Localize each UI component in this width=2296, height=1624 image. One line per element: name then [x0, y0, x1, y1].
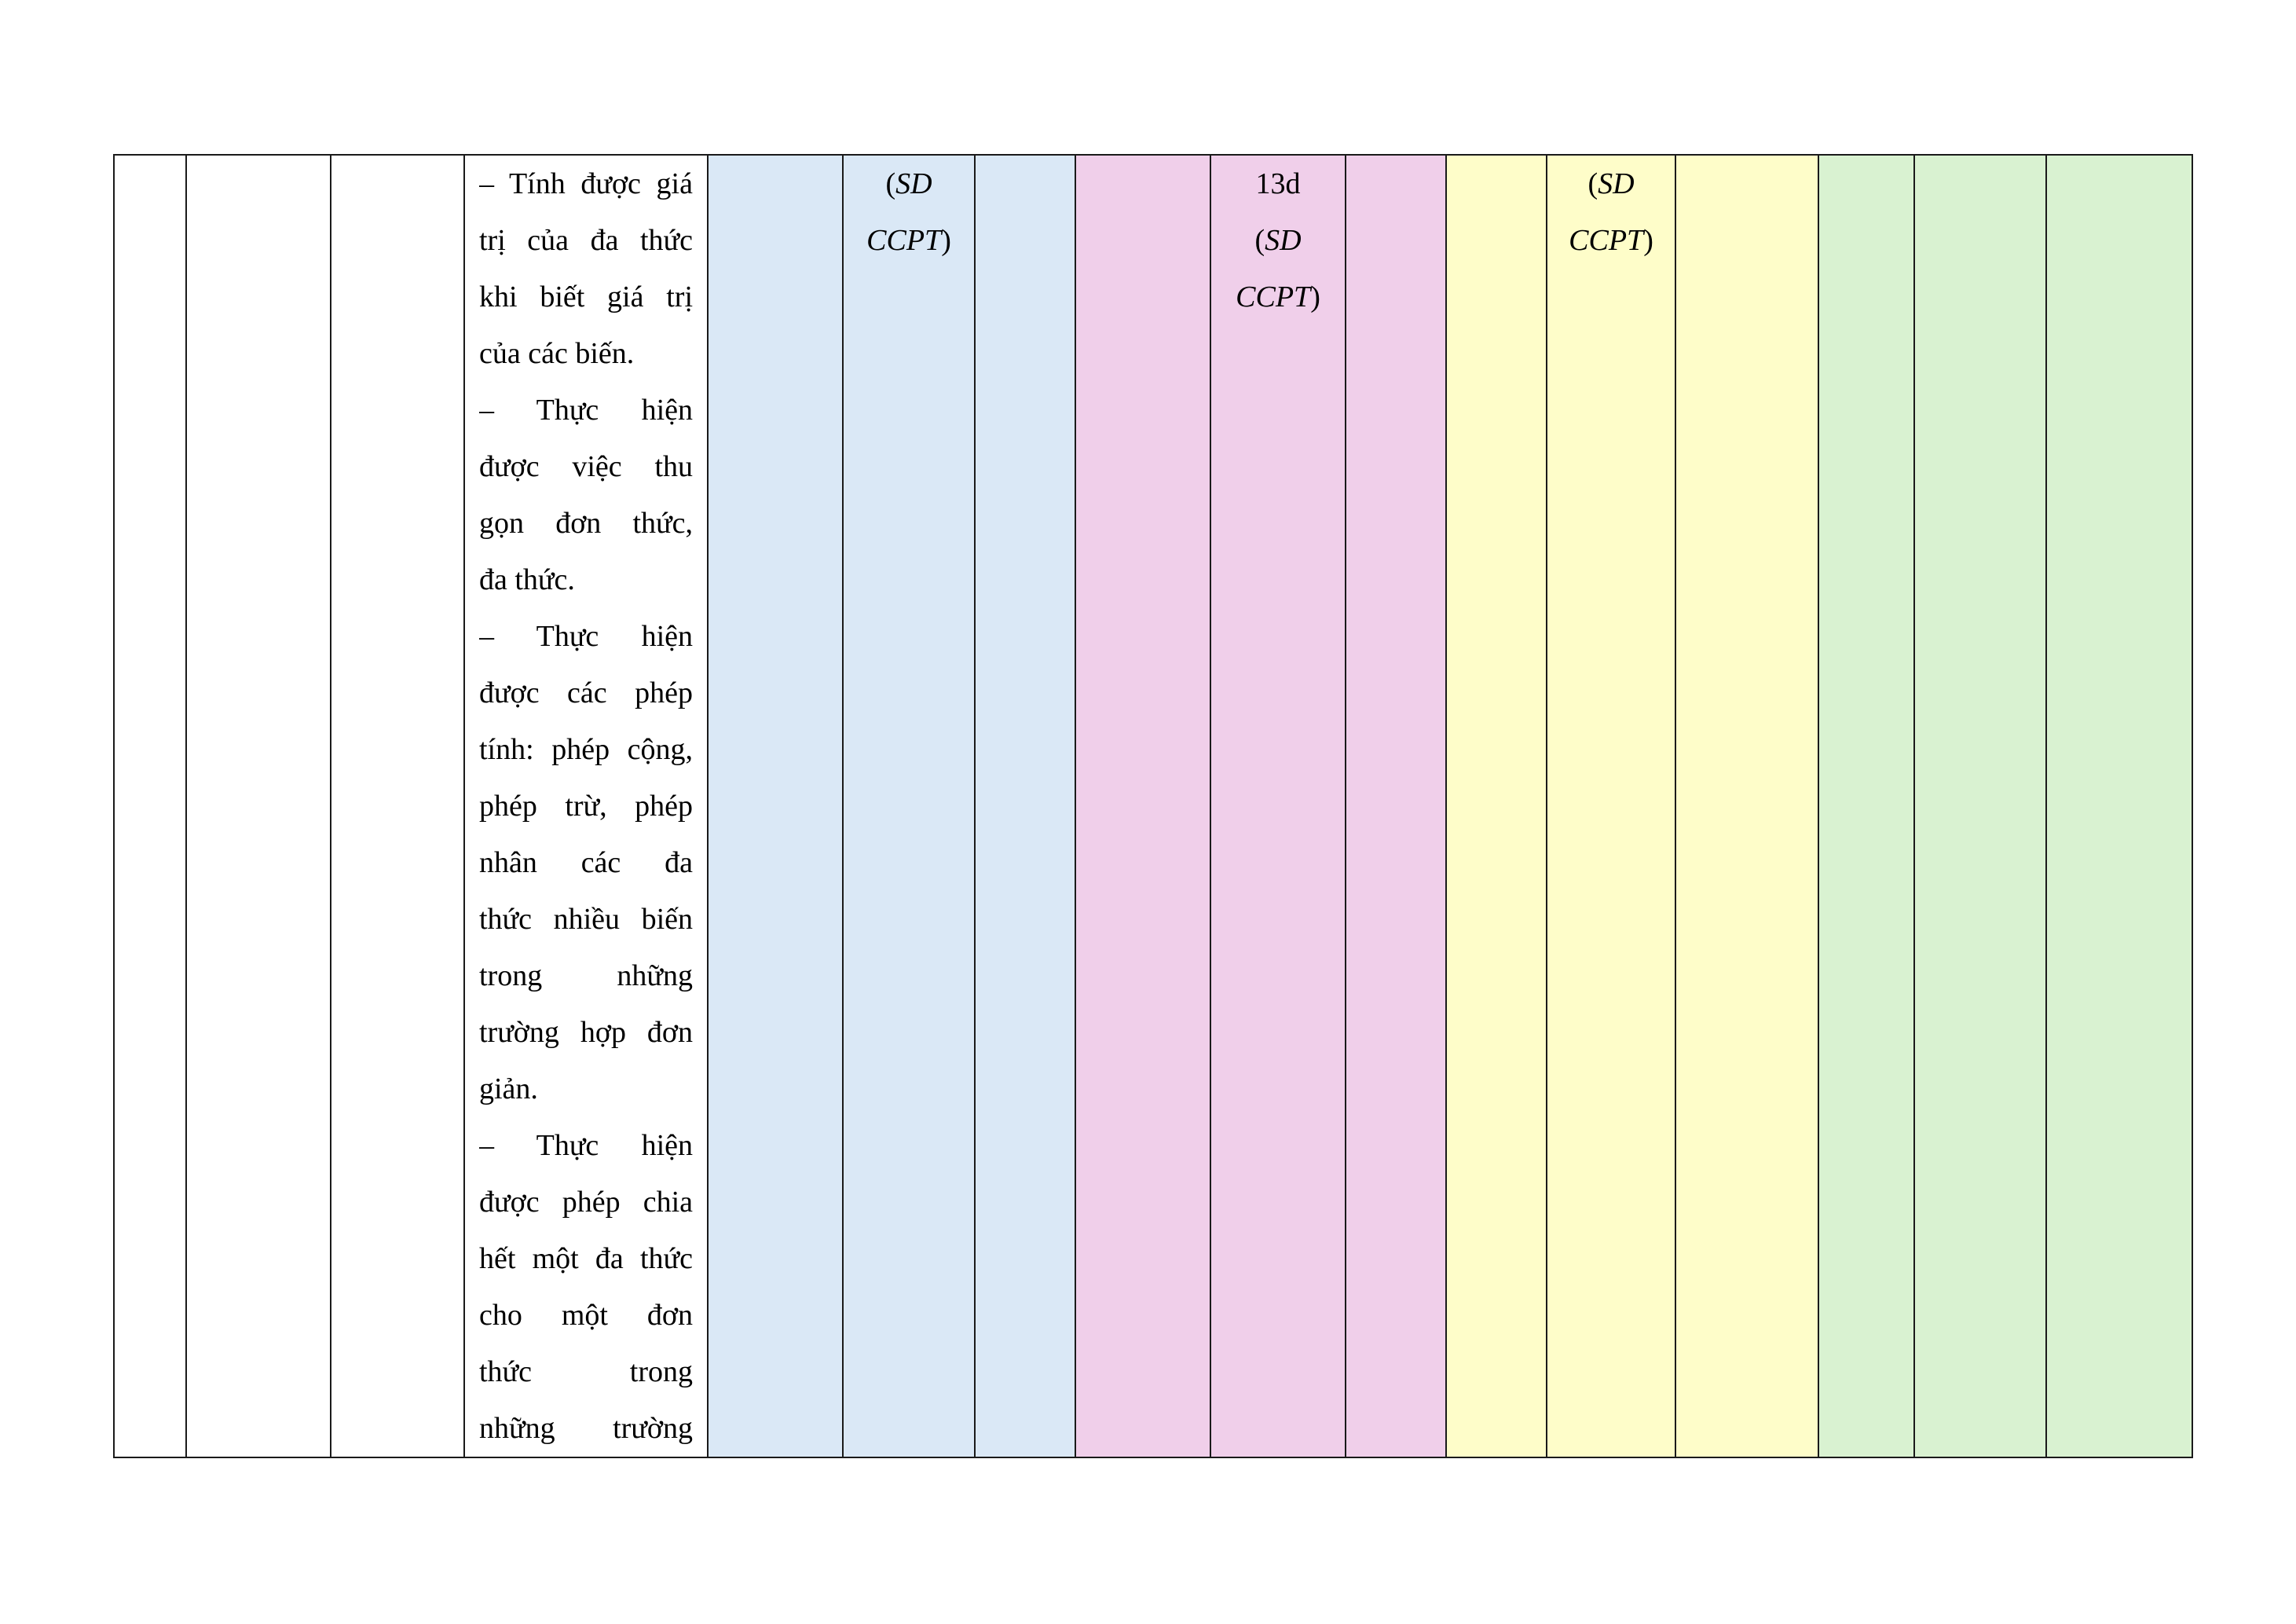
cell-blue-2: (SD CCPT): [843, 155, 975, 1457]
cell-pink-2: 13d (SD CCPT): [1210, 155, 1346, 1457]
requirements-line: trị của đa thức: [479, 224, 693, 257]
requirements-line: – Tính được giá: [479, 167, 693, 200]
cell-yellow-3: [1675, 155, 1818, 1457]
requirements-text: [479, 156, 693, 1457]
requirements-line: – Thực hiện: [479, 1129, 693, 1162]
requirements-line: – Thực hiện: [479, 620, 693, 653]
requirements-line: thức trong: [479, 1355, 693, 1388]
cell-pink-3: [1346, 155, 1446, 1457]
cell-green-1: [1818, 155, 1914, 1457]
requirements-line: giản.: [479, 1072, 538, 1105]
requirements-line: trong những: [479, 959, 693, 992]
requirements-line: được phép chia: [479, 1186, 693, 1219]
requirements-line: nhân các đa: [479, 846, 693, 879]
requirements-line: được việc thu: [479, 450, 693, 483]
cell-blue-3: [975, 155, 1075, 1457]
cell-yellow-1: [1446, 155, 1547, 1457]
requirements-line: khi biết giá trị: [479, 280, 693, 313]
cell-yellow-2: (SD CCPT): [1547, 155, 1675, 1457]
requirements-line: đa thức.: [479, 563, 575, 596]
cell-green-3: [2046, 155, 2192, 1457]
cell-requirements: [464, 155, 708, 1457]
cell-index: [114, 155, 186, 1457]
requirements-line: thức nhiều biến: [479, 903, 693, 936]
cell-unit: [331, 155, 464, 1457]
requirements-line: được các phép: [479, 676, 693, 709]
requirements-line: trường hợp đơn: [479, 1016, 693, 1049]
requirements-line: phép trừ, phép: [479, 790, 693, 823]
cell-green-2: [1914, 155, 2046, 1457]
requirements-line: cho một đơn: [479, 1299, 693, 1332]
cell-topic: [186, 155, 331, 1457]
requirements-line: hết một đa thức: [479, 1242, 693, 1275]
assessment-matrix-table: [113, 154, 2193, 1458]
requirements-line: của các biến.: [479, 337, 635, 370]
requirements-line: tính: phép cộng,: [479, 733, 693, 766]
requirements-line: gọn đơn thức,: [479, 507, 693, 540]
table-row: [114, 155, 2192, 1457]
cell-pink-1: [1075, 155, 1210, 1457]
cell-blue-1: [708, 155, 843, 1457]
requirements-line: – Thực hiện: [479, 394, 693, 427]
requirements-line: những trường: [479, 1412, 693, 1445]
